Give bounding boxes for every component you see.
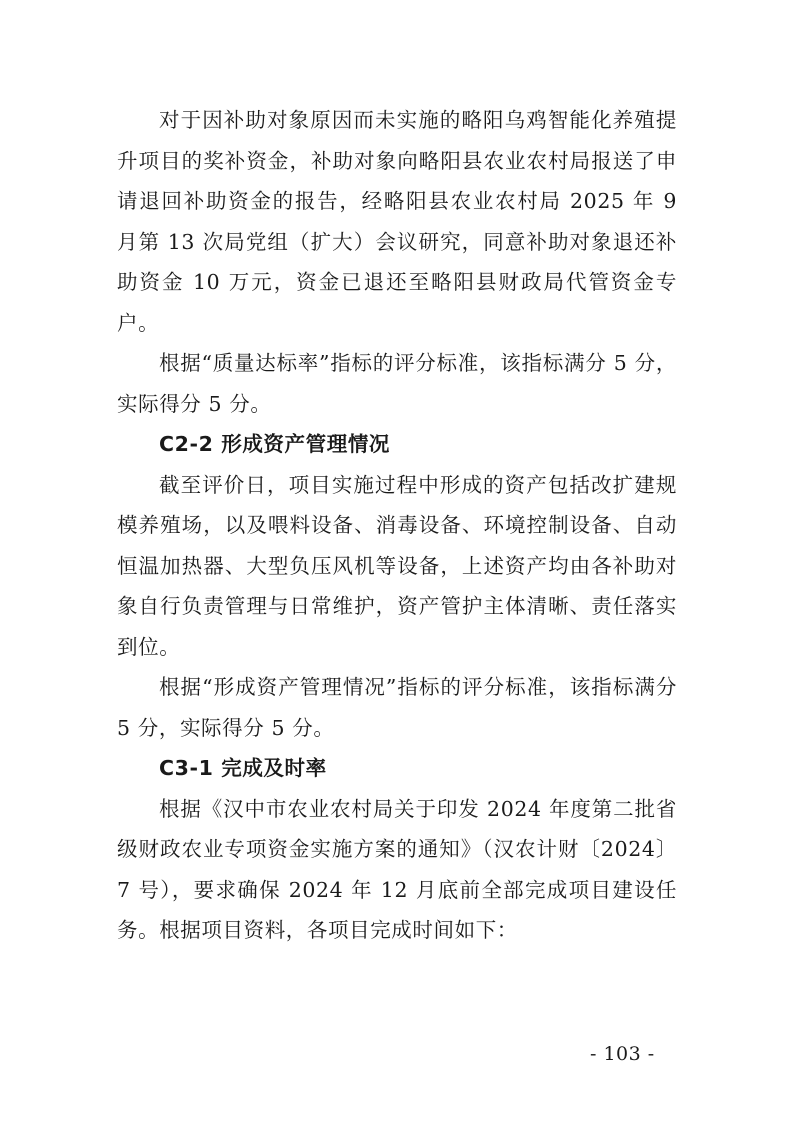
page-number: - 103 - — [590, 1043, 655, 1065]
section-heading-c2-2: C2-2 形成资产管理情况 — [159, 432, 391, 456]
paragraph-completion-timeliness: 根据《汉中市农业农村局关于印发 2024 年度第二批省级财政农业专项资金实施方案的通知》（汉农计财〔2024〕7 号），要求确保 2024 年 12 月底前全部完成项目建设任务。根据项目资料，各项目完成时间如下： — [117, 796, 677, 942]
paragraph-asset-score: 根据“形成资产管理情况”指标的评分标准，该指标满分 5 分，实际得分 5 分。 — [117, 675, 677, 740]
paragraph-asset-management: 截至评价日，项目实施过程中形成的资产包括改扩建规模养殖场，以及喂料设备、消毒设备、环境控制设备、自动恒温加热器、大型负压风机等设备，上述资产均由各补助对象自行负责管理与日常维护，资产管护主体清晰、责任落实到位。 — [117, 472, 677, 659]
document-body — [117, 100, 677, 951]
section-heading-c3-1: C3-1 完成及时率 — [159, 756, 327, 780]
paragraph-quality-score: 根据“质量达标率”指标的评分标准，该指标满分 5 分，实际得分 5 分。 — [117, 351, 677, 416]
paragraph-subsidy-refund: 对于因补助对象原因而未实施的略阳乌鸡智能化养殖提升项目的奖补资金，补助对象向略阳县农业农村局报送了申请退回补助资金的报告，经略阳县农业农村局 2025 年 9 月第 13 次局党组（扩大）会议研究，同意补助对象退还补助资金 10 万元，资金已退还至略阳县财政局代管资金专户。 — [117, 108, 677, 335]
